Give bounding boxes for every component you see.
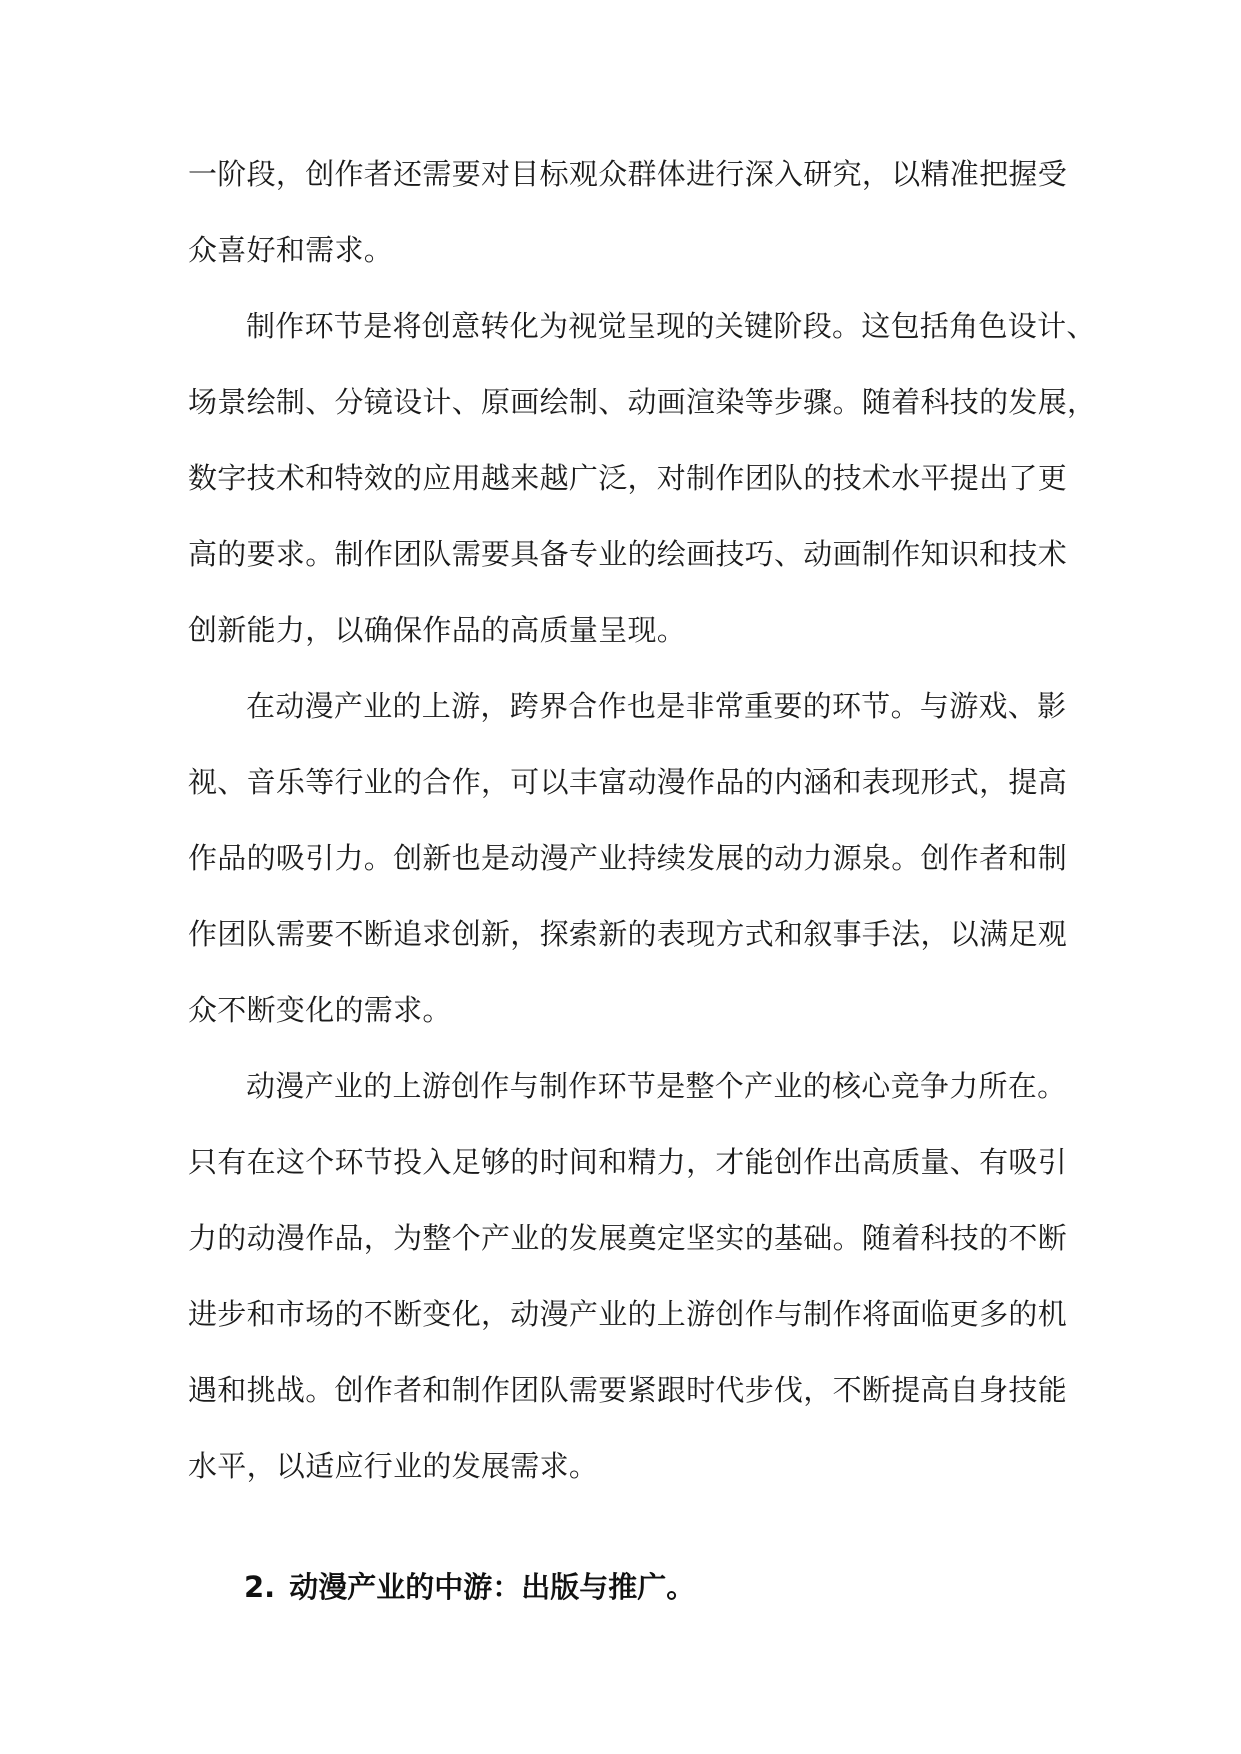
paragraph-line: 作团队需要不断追求创新，探索新的表现方式和叙事手法，以满足观 xyxy=(188,917,1068,951)
paragraph-line: 力的动漫作品，为整个产业的发展奠定坚实的基础。随着科技的不断 xyxy=(188,1221,1068,1255)
section-heading xyxy=(244,1567,695,1607)
paragraph-line: 进步和市场的不断变化，动漫产业的上游创作与制作将面临更多的机 xyxy=(188,1297,1068,1331)
paragraph-line: 动漫产业的上游创作与制作环节是整个产业的核心竞争力所在。 xyxy=(246,1069,1067,1103)
paragraph-line: 在动漫产业的上游，跨界合作也是非常重要的环节。与游戏、影 xyxy=(246,689,1067,723)
paragraph-line: 遇和挑战。创作者和制作团队需要紧跟时代步伐，不断提高自身技能 xyxy=(188,1373,1068,1407)
paragraph-line: 众喜好和需求。 xyxy=(188,233,394,267)
paragraph-line: 制作环节是将创意转化为视觉呈现的关键阶段。这包括角色设计、 xyxy=(246,309,1096,343)
section-title: 动漫产业的中游：出版与推广。 xyxy=(289,1570,696,1604)
paragraph-line: 场景绘制、分镜设计、原画绘制、动画渲染等步骤。随着科技的发展， xyxy=(188,385,1097,419)
paragraph-line: 数字技术和特效的应用越来越广泛，对制作团队的技术水平提出了更 xyxy=(188,461,1068,495)
paragraph-line: 创新能力，以确保作品的高质量呈现。 xyxy=(188,613,687,647)
paragraph-line: 一阶段，创作者还需要对目标观众群体进行深入研究，以精准把握受 xyxy=(188,157,1068,191)
paragraph-line: 高的要求。制作团队需要具备专业的绘画技巧、动画制作知识和技术 xyxy=(188,537,1068,571)
paragraph-line: 只有在这个环节投入足够的时间和精力，才能创作出高质量、有吸引 xyxy=(188,1145,1068,1179)
paragraph-line: 作品的吸引力。创新也是动漫产业持续发展的动力源泉。创作者和制 xyxy=(188,841,1068,875)
section-number: 2. xyxy=(244,1570,276,1604)
paragraph-line: 视、音乐等行业的合作，可以丰富动漫作品的内涵和表现形式，提高 xyxy=(188,765,1068,799)
paragraph-line: 水平，以适应行业的发展需求。 xyxy=(188,1449,599,1483)
body-text xyxy=(188,136,1097,1504)
paragraph-line: 众不断变化的需求。 xyxy=(188,993,452,1027)
